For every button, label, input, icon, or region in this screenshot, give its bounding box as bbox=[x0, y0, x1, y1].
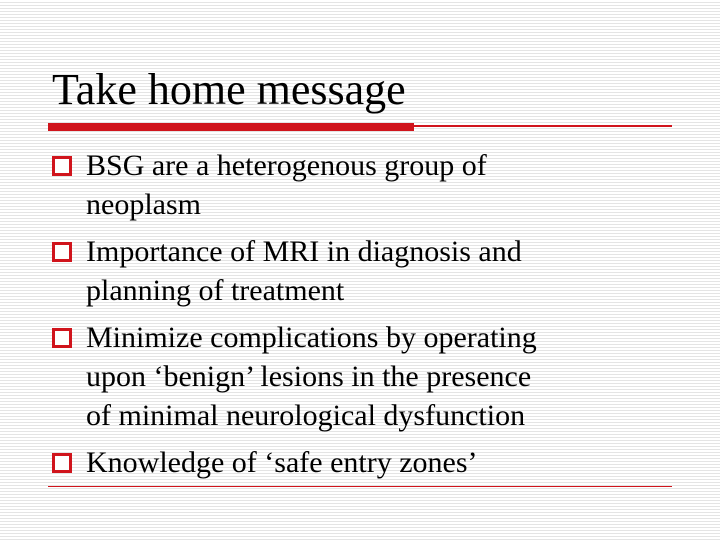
bullet-text: BSG are a heterogenous group of neoplasm bbox=[86, 149, 487, 221]
square-bullet-icon bbox=[52, 453, 72, 473]
bullet-item bbox=[52, 443, 672, 482]
slide-title: Take home message bbox=[52, 65, 406, 114]
bullet-item bbox=[52, 318, 672, 435]
bullet-text: Knowledge of ‘safe entry zones’ bbox=[86, 446, 478, 479]
title-underline-thin bbox=[414, 125, 672, 127]
bullet-text: Importance of MRI in diagnosis and planning of treatment bbox=[86, 235, 522, 307]
bullet-list bbox=[52, 146, 672, 490]
bullet-text: Minimize complications by operating upon ‘benign’ lesions in the presence of minimal neurological dysfunction bbox=[86, 321, 537, 432]
square-bullet-icon bbox=[52, 328, 72, 348]
square-bullet-icon bbox=[52, 242, 72, 262]
footer-divider bbox=[48, 486, 672, 487]
square-bullet-icon bbox=[52, 156, 72, 176]
title-underline-thick bbox=[48, 123, 414, 131]
bullet-item bbox=[52, 232, 672, 310]
bullet-item bbox=[52, 146, 672, 224]
